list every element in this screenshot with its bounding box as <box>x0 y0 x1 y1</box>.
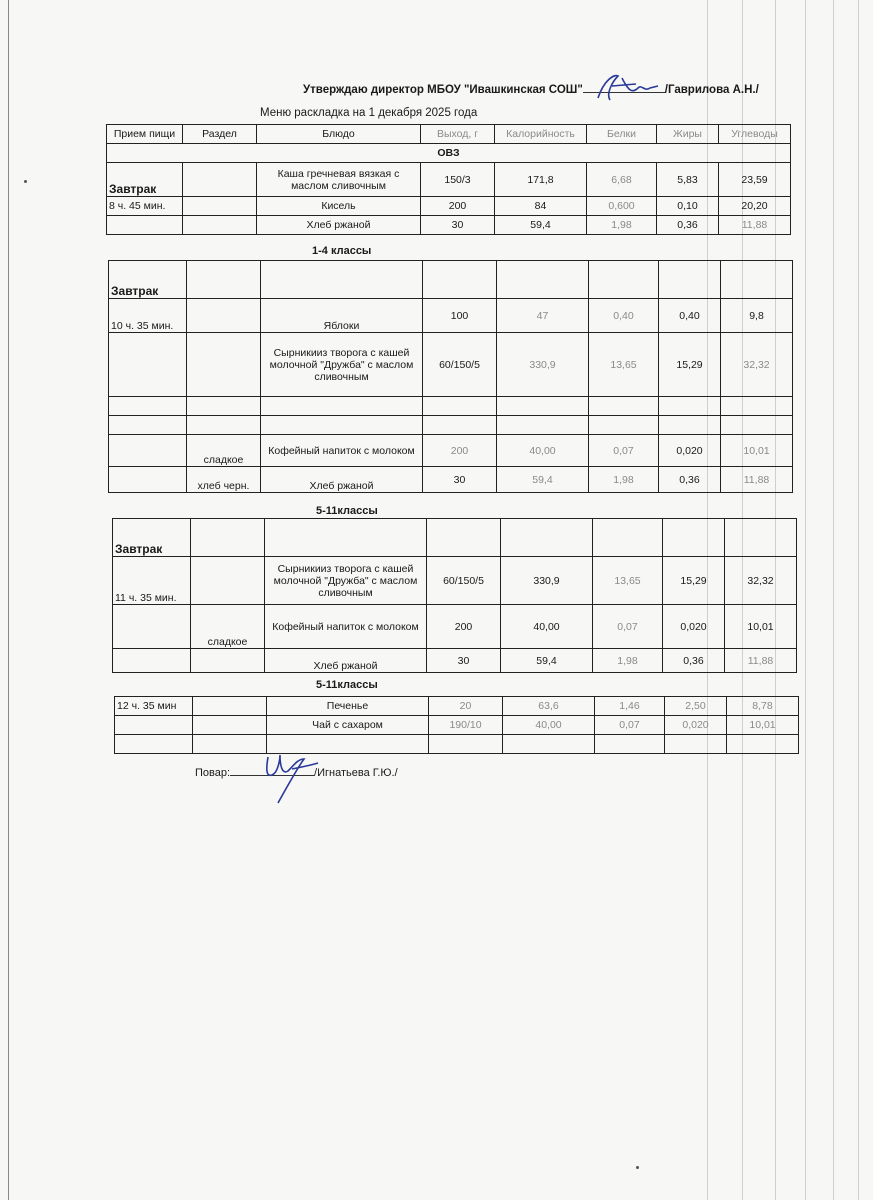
meal-label: Завтрак <box>113 519 191 557</box>
column-header: Углеводы <box>719 125 791 144</box>
dish-name: Кофейный напиток с молоком <box>265 605 427 649</box>
carbs-value: 11,88 <box>725 649 797 673</box>
dish-name: Сырникииз творога с кашей молочной "Дружба" с маслом сливочным <box>265 557 427 605</box>
yield-value: 200 <box>427 605 501 649</box>
table-row <box>107 216 791 235</box>
protein-value: 13,65 <box>589 333 659 397</box>
kcal-value: 40,00 <box>501 605 593 649</box>
fat-value: 0,36 <box>657 216 719 235</box>
kcal-value: 40,00 <box>503 716 595 735</box>
table-row <box>113 605 797 649</box>
yield-value: 60/150/5 <box>423 333 497 397</box>
kcal-value: 63,6 <box>503 697 595 716</box>
yield-value: 100 <box>423 299 497 333</box>
kcal-value: 84 <box>495 197 587 216</box>
carbs-value: 11,88 <box>721 467 793 493</box>
table-row <box>113 649 797 673</box>
menu-table-snack <box>114 696 799 754</box>
approval-text: Утверждаю директор МБОУ "Ивашкинская СОШ" <box>303 84 583 96</box>
dish-name: Яблоки <box>261 299 423 333</box>
column-header: Блюдо <box>257 125 421 144</box>
dish-name: Сырникииз творога с кашей молочной "Дружба" с маслом сливочным <box>261 333 423 397</box>
section-label: 5-11классы <box>316 679 378 691</box>
section-cell: хлеб черн. <box>187 467 261 493</box>
cook-signature <box>258 745 322 811</box>
protein-value: 0,07 <box>589 435 659 467</box>
yield-value: 200 <box>421 197 495 216</box>
yield-value: 20 <box>429 697 503 716</box>
carbs-value: 10,01 <box>727 716 799 735</box>
kcal-value: 59,4 <box>501 649 593 673</box>
fat-value: 0,36 <box>663 649 725 673</box>
table-row <box>109 261 793 299</box>
protein-value: 0,40 <box>589 299 659 333</box>
table-row <box>107 197 791 216</box>
meal-time: 10 ч. 35 мин. <box>109 299 187 333</box>
scan-artifact-line <box>805 0 806 1200</box>
protein-value: 1,98 <box>589 467 659 493</box>
table-row <box>109 397 793 416</box>
carbs-value: 23,59 <box>719 163 791 197</box>
meal-time: 11 ч. 35 мин. <box>113 557 191 605</box>
column-header: Выход, г <box>421 125 495 144</box>
protein-value: 6,68 <box>587 163 657 197</box>
yield-value: 190/10 <box>429 716 503 735</box>
fat-value: 2,50 <box>665 697 727 716</box>
protein-value: 0,07 <box>595 716 665 735</box>
scan-artifact-line <box>833 0 834 1200</box>
kcal-value: 59,4 <box>495 216 587 235</box>
yield-value: 150/3 <box>421 163 495 197</box>
yield-value: 30 <box>423 467 497 493</box>
protein-value: 1,46 <box>595 697 665 716</box>
yield-value: 200 <box>423 435 497 467</box>
dish-name: Кисель <box>257 197 421 216</box>
section-label: 1-4 классы <box>312 245 372 257</box>
meal-time: 12 ч. 35 мин <box>115 697 193 716</box>
scan-speck <box>24 180 27 183</box>
fat-value: 0,020 <box>659 435 721 467</box>
section-cell <box>191 557 265 605</box>
protein-value: 1,98 <box>587 216 657 235</box>
yield-value: 30 <box>427 649 501 673</box>
carbs-value: 9,8 <box>721 299 793 333</box>
kcal-value: 47 <box>497 299 589 333</box>
director-signature <box>592 70 662 106</box>
dish-name: Кофейный напиток с молоком <box>261 435 423 467</box>
section-label: 5-11классы <box>316 505 378 517</box>
menu-title: Меню раскладка на 1 декабря 2025 года <box>260 107 478 119</box>
carbs-value: 8,78 <box>727 697 799 716</box>
section-cell: сладкое <box>191 605 265 649</box>
table-row <box>113 519 797 557</box>
meal-label: Завтрак <box>107 163 183 197</box>
dish-name: Каша гречневая вязкая с маслом сливочным <box>257 163 421 197</box>
column-header: Раздел <box>183 125 257 144</box>
menu-table-grades-5-11 <box>112 518 797 673</box>
section-cell <box>187 333 261 397</box>
scan-artifact-line <box>8 0 9 1200</box>
table-row <box>115 716 799 735</box>
table-row <box>115 697 799 716</box>
scan-speck <box>636 1166 639 1169</box>
section-label: ОВЗ <box>107 144 791 163</box>
column-header: Калорийность <box>495 125 587 144</box>
carbs-value: 32,32 <box>721 333 793 397</box>
fat-value: 0,020 <box>663 605 725 649</box>
column-header: Прием пищи <box>107 125 183 144</box>
carbs-value: 32,32 <box>725 557 797 605</box>
kcal-value: 40,00 <box>497 435 589 467</box>
column-header: Белки <box>587 125 657 144</box>
yield-value: 60/150/5 <box>427 557 501 605</box>
kcal-value: 171,8 <box>495 163 587 197</box>
dish-name: Печенье <box>267 697 429 716</box>
fat-value: 15,29 <box>659 333 721 397</box>
section-cell <box>191 649 265 673</box>
section-cell: сладкое <box>187 435 261 467</box>
table-row <box>107 163 791 197</box>
meal-label: Завтрак <box>109 261 187 299</box>
meal-time: 8 ч. 45 мин. <box>107 197 183 216</box>
section-cell <box>187 299 261 333</box>
protein-value: 1,98 <box>593 649 663 673</box>
fat-value: 0,020 <box>665 716 727 735</box>
dish-name: Хлеб ржаной <box>265 649 427 673</box>
protein-value: 13,65 <box>593 557 663 605</box>
dish-name: Хлеб ржаной <box>257 216 421 235</box>
menu-table-ovz <box>106 124 791 235</box>
table-row <box>109 416 793 435</box>
yield-value: 30 <box>421 216 495 235</box>
cook-label: Повар: <box>195 767 231 779</box>
table-row <box>109 467 793 493</box>
kcal-value: 59,4 <box>497 467 589 493</box>
kcal-value: 330,9 <box>501 557 593 605</box>
dish-name: Чай с сахаром <box>267 716 429 735</box>
approval-line <box>303 82 759 96</box>
fat-value: 5,83 <box>657 163 719 197</box>
protein-value: 0,600 <box>587 197 657 216</box>
column-header: Жиры <box>657 125 719 144</box>
carbs-value: 11,88 <box>719 216 791 235</box>
carbs-value: 10,01 <box>725 605 797 649</box>
table-header-row <box>107 125 791 144</box>
table-row <box>109 299 793 333</box>
fat-value: 0,40 <box>659 299 721 333</box>
protein-value: 0,07 <box>593 605 663 649</box>
dish-name: Хлеб ржаной <box>261 467 423 493</box>
carbs-value: 20,20 <box>719 197 791 216</box>
fat-value: 0,36 <box>659 467 721 493</box>
table-row <box>109 435 793 467</box>
kcal-value: 330,9 <box>497 333 589 397</box>
director-name: /Гаврилова А.Н./ <box>664 84 759 96</box>
scan-artifact-line <box>858 0 859 1200</box>
cook-name: /Игнатьева Г.Ю./ <box>314 767 398 779</box>
table-row <box>113 557 797 605</box>
fat-value: 15,29 <box>663 557 725 605</box>
fat-value: 0,10 <box>657 197 719 216</box>
table-row <box>109 333 793 397</box>
menu-table-grades-1-4 <box>108 260 793 493</box>
table-row <box>115 735 799 754</box>
carbs-value: 10,01 <box>721 435 793 467</box>
